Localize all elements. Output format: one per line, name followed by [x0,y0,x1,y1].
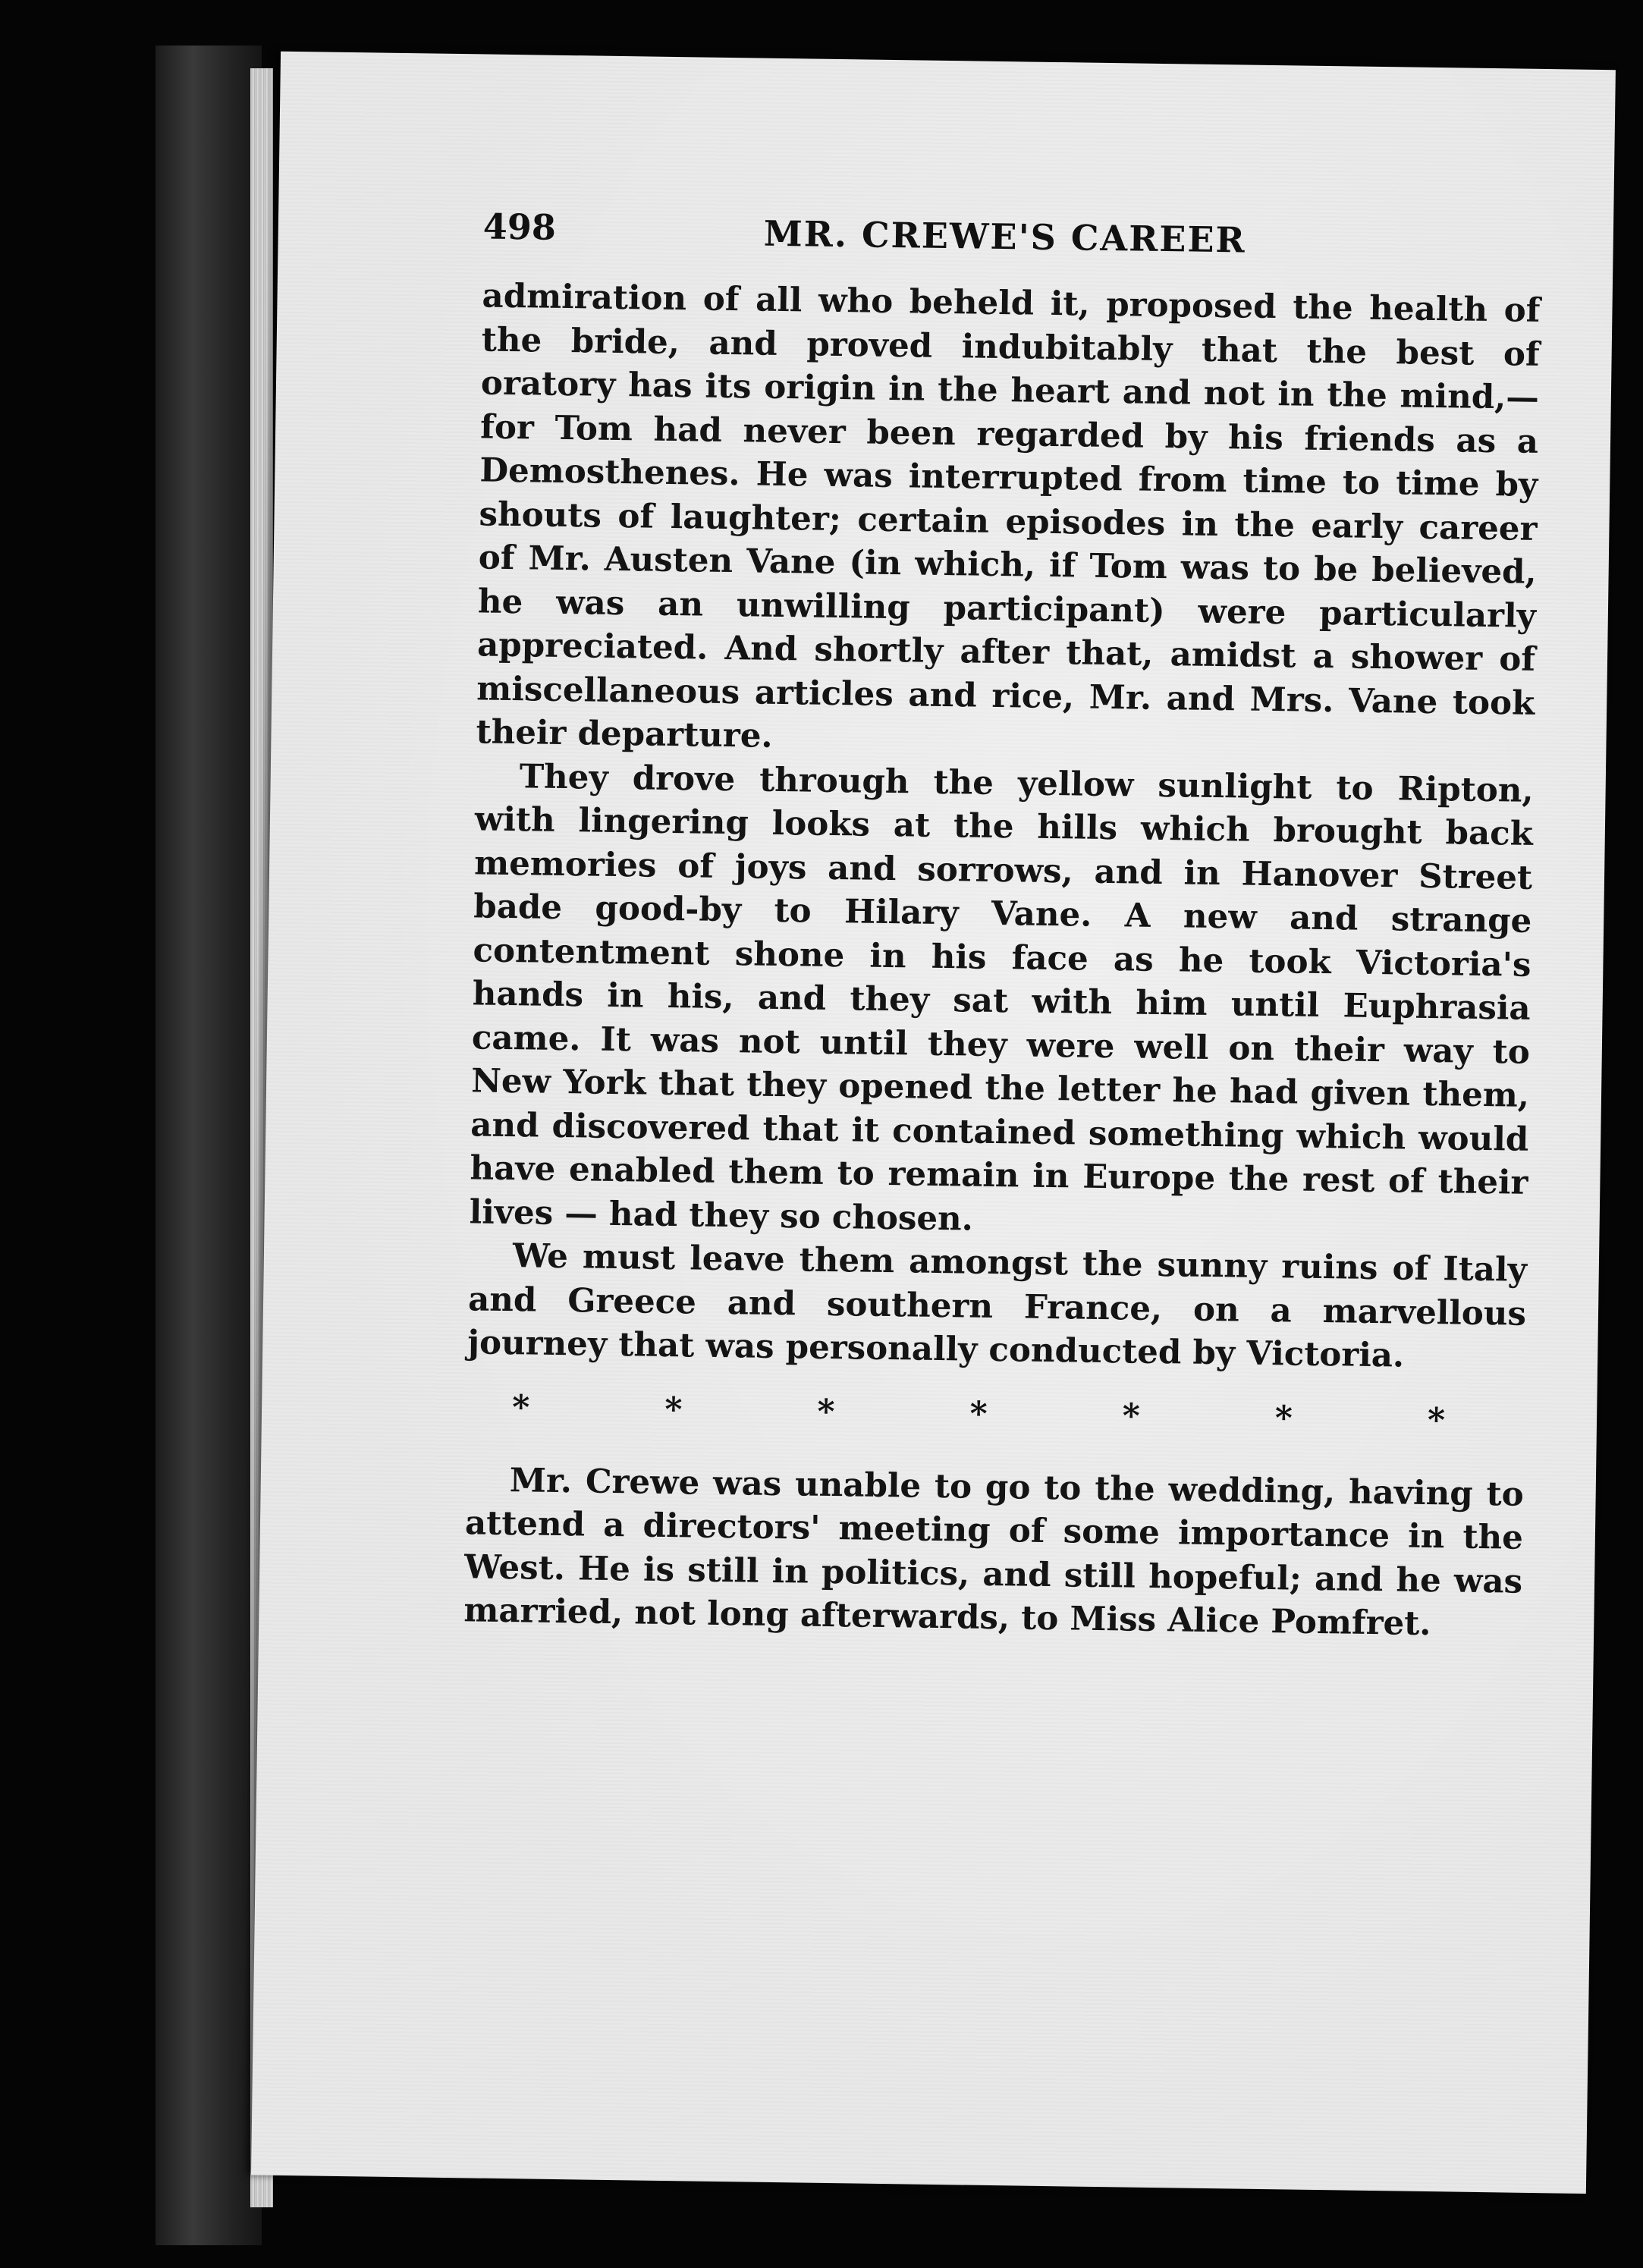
section-break-ornament [512,1388,1446,1440]
ornament-asterisk: * [1122,1396,1141,1436]
book-page [251,52,1616,2194]
ornament-asterisk: * [664,1390,683,1429]
ornament-asterisk: * [511,1387,530,1427]
paragraph-1: admiration of all who beheld it, proposed the health of the bride, and proved indubitably that the best of oratory has its origin in the heart and not in the mind,— for Tom had never been regarded by his friends as a Demosthenes. He was interrupted from time to time by shouts of laughter; certain episodes in the early career of Mr. Austen Vane (in which, if Tom was to be believed, he was an unwilling participant) were particularly appreciated. And shortly after that, amidst a shower of miscellaneous articles and rice, Mr. and Mrs. Vane took their departure. [476,276,1541,755]
page-content [463,206,1541,1647]
paragraph-3: We must leave them amongst the sunny ruins of Italy and Greece and southern France, on a marvellous journey that was personally conducted by Victoria. [467,1236,1528,1375]
final-paragraph: Mr. Crewe was unable to go to the wedding, having to attend a directors' meeting of some importance in the West. He is still in politics, and still hopeful; and he was married, not long afterwards, to Miss Alice Pomfret. [463,1460,1525,1644]
paragraph-2: They drove through the yellow sunlight to Ripton, with lingering looks at the hills which brought back memories of joys and sorrows, and in Hanover Street bade good-by to Hilary Vane. A new and strange contentment shone in his face as he took Victoria's hands in his, and they sat with him until Euphrasia came. It was not until they were well on their way to New York that they opened the letter he had given them, and discovered that it contained something which would have enabled them to remain in Europe the rest of their lives — had they so chosen. [469,756,1535,1239]
book-spine [156,46,262,2245]
ornament-asterisk: * [969,1394,988,1434]
ornament-asterisk: * [817,1392,835,1431]
ornament-asterisk: * [1274,1398,1293,1438]
ornament-asterisk: * [1427,1400,1446,1440]
page-number: 498 [482,206,557,248]
running-title: MR. CREWE'S CAREER [763,212,1247,261]
